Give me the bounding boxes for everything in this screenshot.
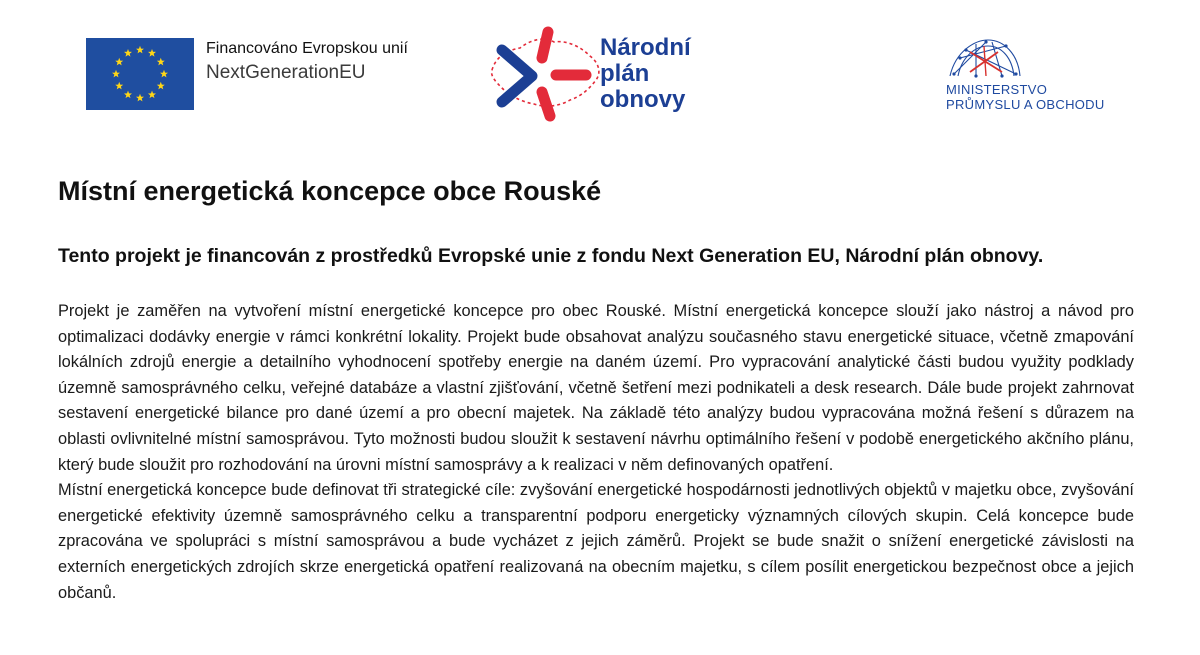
npo-logo [486,26,691,122]
eu-logo-line2: Evropskou unií [302,40,408,57]
eu-flag-icon [86,38,194,110]
mpo-logo [946,36,1126,112]
page-title: Místní energetická koncepce obce Rouské [58,176,602,206]
body-paragraph: Projekt je zaměřen na vytvoření místní energetické koncepce pro obec Rouské. Místní energetická koncepce slouží jako nástroj a návod pro optimalizaci dodávky energie v rámci konkrétní lokality. Projekt bude obsahovat analýzu současného stavu energetické situace, včetně zmapování lokálních zdrojů energie a detailního vyhodnocení spotřeby energie na daném území. Pro vypracování analytické části budou využity podklady územně samosprávného celku, veřejné databáze a vlastní zjišťování, včetně šetření mezi podnikateli a desk research. Dále bude projekt zahrnovat sestavení energetické bilance pro dané území a pro obecní majetek. Na základě této analýzy budou vypracována možná řešení s důrazem na oblasti ovlivnitelné místní samosprávou. Tyto možnosti budou sloužit k sestavení návrhu optimálního řešení v podobě energetického akčního plánu, který bude sloužit pro rozhodování na úrovni místní samosprávy a k realizaci v něm definovaných opatření. [58,302,1134,474]
body-paragraph: Místní energetická koncepce bude definovat tři strategické cíle: zvyšování energetické hospodárnosti jednotlivých objektů v majetku obce, zvyšování energetické efektivity územně samosprávného celku a transparentní podporu energeticky významných cílových skupin. Celá koncepce bude zpracována ve spolupráci s místní samosprávou a bude vycházet z jejich záměrů. Projekt se bude snažit o snížení energetické závislosti na externích energetických zdrojích skrze energetická opatření realizovaná na obecním majetku, s cílem posílit energetickou bezpečnost obce a jejich občanů. [58,481,1134,602]
mpo-logo-line1: MINISTERSTVO [946,82,1048,97]
mpo-logo-line2: PRŮMYSLU A OBCHODU [946,97,1105,112]
funding-statement: Tento projekt je financován z prostředků Evropské unie z fondu Next Generation EU, Národní plán obnovy. [58,245,1044,267]
eu-logo-line3: NextGenerationEU [206,62,366,83]
logo-header [0,0,1200,140]
mpo-logo-text [946,82,1126,112]
npo-logo-line3: obnovy [600,86,686,113]
eu-logo-text [206,37,408,85]
mpo-network-icon [946,36,1024,82]
document-body [58,299,1134,606]
npo-logo-line2: plán [600,60,650,87]
npo-map-icon [486,26,606,122]
eu-logo-line1: Financováno [206,40,298,57]
npo-logo-text [600,35,691,113]
eu-funding-logo [86,38,408,110]
npo-logo-line1: Národní [600,34,691,61]
